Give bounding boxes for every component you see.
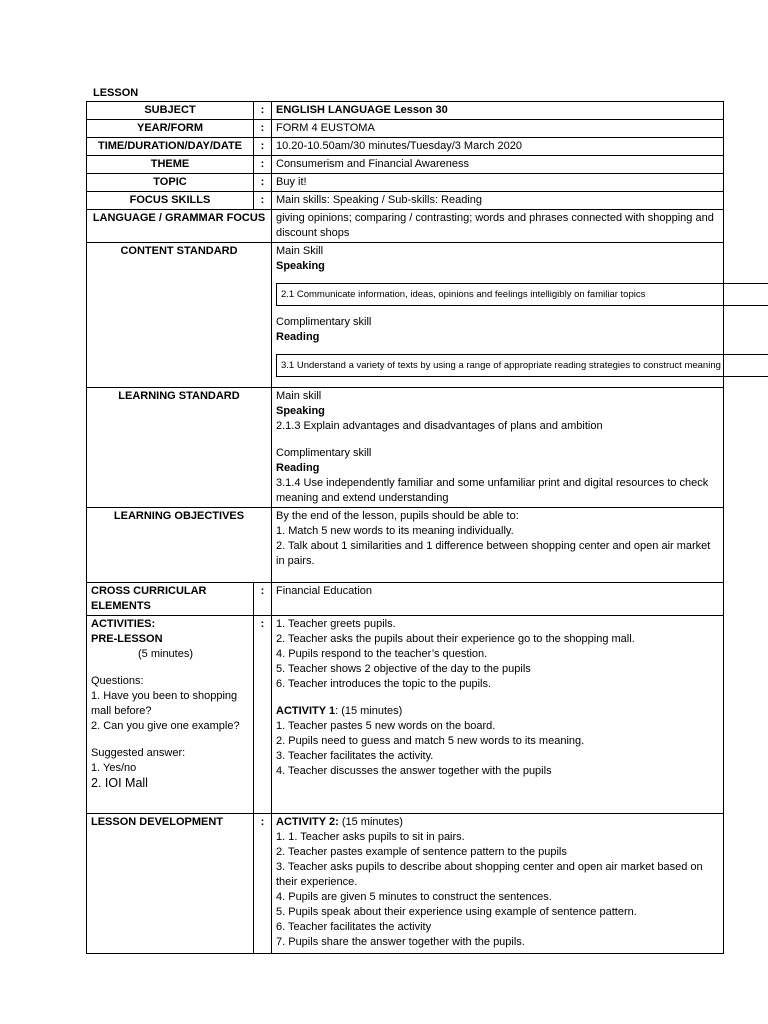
activity-2-heading xyxy=(276,815,719,830)
activities-label xyxy=(87,616,254,814)
activity-2-step: 3. Teacher asks pupils to describe about shopping center and open air market based on their experience. xyxy=(276,861,703,888)
table-row xyxy=(87,814,724,954)
table-row xyxy=(87,192,724,210)
table-row xyxy=(87,388,724,508)
activity-1-title: ACTIVITY 1 xyxy=(276,705,336,717)
year-value: FORM 4 EUSTOMA xyxy=(272,120,724,138)
activity-2-step: 6. Teacher facilitates the activity xyxy=(276,921,432,933)
objective-item: 2. Talk about 1 similarities and 1 difference between shopping center and open air market in pairs. xyxy=(276,540,711,567)
theme-value: Consumerism and Financial Awareness xyxy=(272,156,724,174)
objective-item: 1. Match 5 new words to its meaning individually. xyxy=(276,525,514,537)
content-standard-box-1: 2.1 Communicate information, ideas, opinions and feelings intelligibly on familiar topics xyxy=(276,283,768,306)
activity-2-step: 5. Pupils speak about their experience using example of sentence pattern. xyxy=(276,906,637,918)
learning-main-skill: Speaking xyxy=(276,405,325,417)
table-row xyxy=(87,616,724,814)
cross-label: CROSS CURRICULAR ELEMENTS xyxy=(87,583,254,616)
pre-lesson-title: PRE-LESSON xyxy=(91,633,163,645)
colon: : xyxy=(254,583,272,616)
content-main: Main Skill xyxy=(276,245,324,257)
learning-value xyxy=(272,388,724,508)
activity-2-step: 2. Teacher pastes example of sentence pattern to the pupils xyxy=(276,846,567,858)
question-1: 1. Have you been to shopping mall before? xyxy=(91,690,238,717)
activity-2-step: 1. 1. Teacher asks pupils to sit in pairs. xyxy=(276,831,465,843)
content-standard-box-2: 3.1 Understand a variety of texts by using a range of appropriate reading strategies to construct meaning xyxy=(276,354,768,377)
pre-step: 6. Teacher introduces the topic to the pupils. xyxy=(276,678,492,690)
development-value xyxy=(272,814,724,954)
pre-step: 4. Pupils respond to the teacher’s question. xyxy=(276,648,488,660)
activity-2-step: 7. Pupils share the answer together with the pupils. xyxy=(276,936,525,948)
answer-1: 1. Yes/no xyxy=(91,762,137,774)
colon: : xyxy=(254,156,272,174)
questions-title: Questions: xyxy=(91,675,144,687)
development-label: LESSON DEVELOPMENT xyxy=(87,814,254,954)
objectives-value xyxy=(272,508,724,583)
time-value: 10.20-10.50am/30 minutes/Tuesday/3 March 2020 xyxy=(272,138,724,156)
cross-value: Financial Education xyxy=(272,583,724,616)
grammar-label: LANGUAGE / GRAMMAR FOCUS xyxy=(87,210,272,243)
objectives-intro: By the end of the lesson, pupils should be able to: xyxy=(276,510,519,522)
suggested-title: Suggested answer: xyxy=(91,747,186,759)
table-row xyxy=(87,102,724,120)
colon: : xyxy=(254,616,272,814)
learning-line-2: 3.1.4 Use independently familiar and some unfamiliar print and digital resources to check meaning and extend understanding xyxy=(276,477,709,504)
table-row xyxy=(87,174,724,192)
colon: : xyxy=(254,192,272,210)
pre-step: 5. Teacher shows 2 objective of the day to the pupils xyxy=(276,663,531,675)
activity-1-step: 3. Teacher facilitates the activity. xyxy=(276,750,434,762)
colon: : xyxy=(254,174,272,192)
content-comp: Complimentary skill xyxy=(276,316,372,328)
content-label: CONTENT STANDARD xyxy=(87,243,272,388)
content-main-skill: Speaking xyxy=(276,260,325,272)
activity-2-title: ACTIVITY 2: xyxy=(276,816,339,828)
pre-lesson-time: (5 minutes) xyxy=(138,648,194,660)
grammar-value: giving opinions; comparing / contrasting; words and phrases connected with shopping and discount shops xyxy=(272,210,724,243)
table-row xyxy=(87,120,724,138)
learning-main: Main skill xyxy=(276,390,322,402)
content-value xyxy=(272,243,724,388)
table-row xyxy=(87,156,724,174)
focus-value: Main skills: Speaking / Sub-skills: Reading xyxy=(272,192,724,210)
table-row xyxy=(87,138,724,156)
theme-label: THEME xyxy=(87,156,254,174)
activities-value xyxy=(272,616,724,814)
focus-label: FOCUS SKILLS xyxy=(87,192,254,210)
subject-value: ENGLISH LANGUAGE Lesson 30 xyxy=(272,102,724,120)
year-label: YEAR/FORM xyxy=(87,120,254,138)
subject-label: SUBJECT xyxy=(87,102,254,120)
activity-2-step: 4. Pupils are given 5 minutes to construct the sentences. xyxy=(276,891,552,903)
learning-label: LEARNING STANDARD xyxy=(87,388,272,508)
activity-1-step: 1. Teacher pastes 5 new words on the board. xyxy=(276,720,496,732)
colon: : xyxy=(254,814,272,954)
lesson-plan-table xyxy=(86,101,724,954)
colon: : xyxy=(254,102,272,120)
activities-title: ACTIVITIES: xyxy=(91,618,156,630)
colon: : xyxy=(254,120,272,138)
table-row xyxy=(87,210,724,243)
learning-line-1: 2.1.3 Explain advantages and disadvantages of plans and ambition xyxy=(276,420,603,432)
learning-comp-skill: Reading xyxy=(276,462,320,474)
question-2: 2. Can you give one example? xyxy=(91,720,240,732)
colon: : xyxy=(254,138,272,156)
time-label: TIME/DURATION/DAY/DATE xyxy=(87,138,254,156)
activity-2-time: (15 minutes) xyxy=(338,816,403,828)
topic-value: Buy it! xyxy=(272,174,724,192)
activity-1-heading xyxy=(276,704,719,719)
pre-step: 1. Teacher greets pupils. xyxy=(276,618,396,630)
activity-1-time: : (15 minutes) xyxy=(335,705,403,717)
table-row xyxy=(87,583,724,616)
topic-label: TOPIC xyxy=(87,174,254,192)
activity-1-step: 2. Pupils need to guess and match 5 new words to its meaning. xyxy=(276,735,585,747)
objectives-label: LEARNING OBJECTIVES xyxy=(87,508,272,583)
content-comp-skill: Reading xyxy=(276,331,320,343)
answer-2: 2. IOI Mall xyxy=(91,776,148,790)
lesson-heading: LESSON xyxy=(93,87,139,99)
table-row xyxy=(87,243,724,388)
learning-comp: Complimentary skill xyxy=(276,447,372,459)
pre-step: 2. Teacher asks the pupils about their experience go to the shopping mall. xyxy=(276,633,635,645)
activity-1-step: 4. Teacher discusses the answer together with the pupils xyxy=(276,765,552,777)
table-row xyxy=(87,508,724,583)
